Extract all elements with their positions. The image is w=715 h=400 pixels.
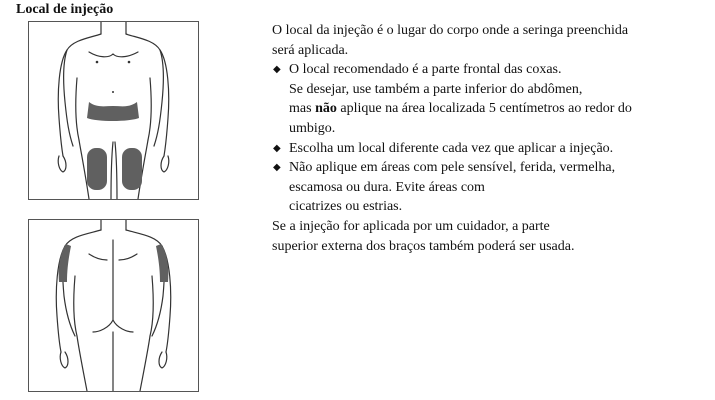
bullet-1-line-2: Se desejar, use também a parte inferior do abdômen,	[289, 81, 583, 97]
bullet-2-line-1: Escolha um local diferente cada vez que aplicar a injeção.	[289, 140, 614, 156]
bullet-1-emphasis: não	[315, 101, 337, 117]
bullet-1-prefix: mas	[289, 101, 316, 117]
outro-line-2: superior externa dos braços também poderá ser usada.	[272, 238, 575, 254]
right-thigh-injection-area	[122, 148, 142, 190]
bullet-1-line-3	[272, 99, 712, 119]
diamond-bullet-icon: ◆	[273, 64, 281, 76]
bullet-3-line-1: Não aplique em áreas com pele sensível, ferida, vermelha,	[289, 160, 616, 176]
bullet-item-2	[272, 139, 712, 159]
front-body-illustration	[29, 22, 198, 199]
front-body-figure	[28, 21, 199, 200]
outro-line-1: Se a injeção for aplicada por um cuidador, a parte	[272, 218, 550, 234]
left-thigh-injection-area	[87, 148, 107, 190]
bullet-item-1	[272, 60, 712, 80]
bullet-3-line-3: cicatrizes ou estrias.	[289, 199, 403, 215]
bullet-1-line-4: umbigo.	[289, 120, 336, 136]
intro-line-2: será aplicada.	[272, 42, 349, 58]
left-arm-injection-area	[59, 244, 71, 282]
back-body-illustration	[29, 220, 198, 391]
bullet-1-suffix: aplique na área localizada 5 centímetros ao redor do	[336, 101, 632, 117]
bullet-3-line-2: escamosa ou dura. Evite áreas com	[289, 179, 485, 195]
bullet-item-3	[272, 158, 712, 178]
abdomen-injection-area	[87, 102, 139, 121]
right-arm-injection-area	[156, 244, 168, 282]
diamond-bullet-icon: ◆	[273, 162, 281, 174]
bullet-1-line-1: O local recomendado é a parte frontal das coxas.	[289, 62, 562, 78]
back-body-figure	[28, 219, 199, 392]
intro-line-1: O local da injeção é o lugar do corpo onde a seringa preenchida	[272, 23, 629, 38]
section-heading: Local de injeção	[16, 2, 114, 17]
diamond-bullet-icon: ◆	[273, 142, 281, 154]
instructions-text	[272, 21, 712, 256]
